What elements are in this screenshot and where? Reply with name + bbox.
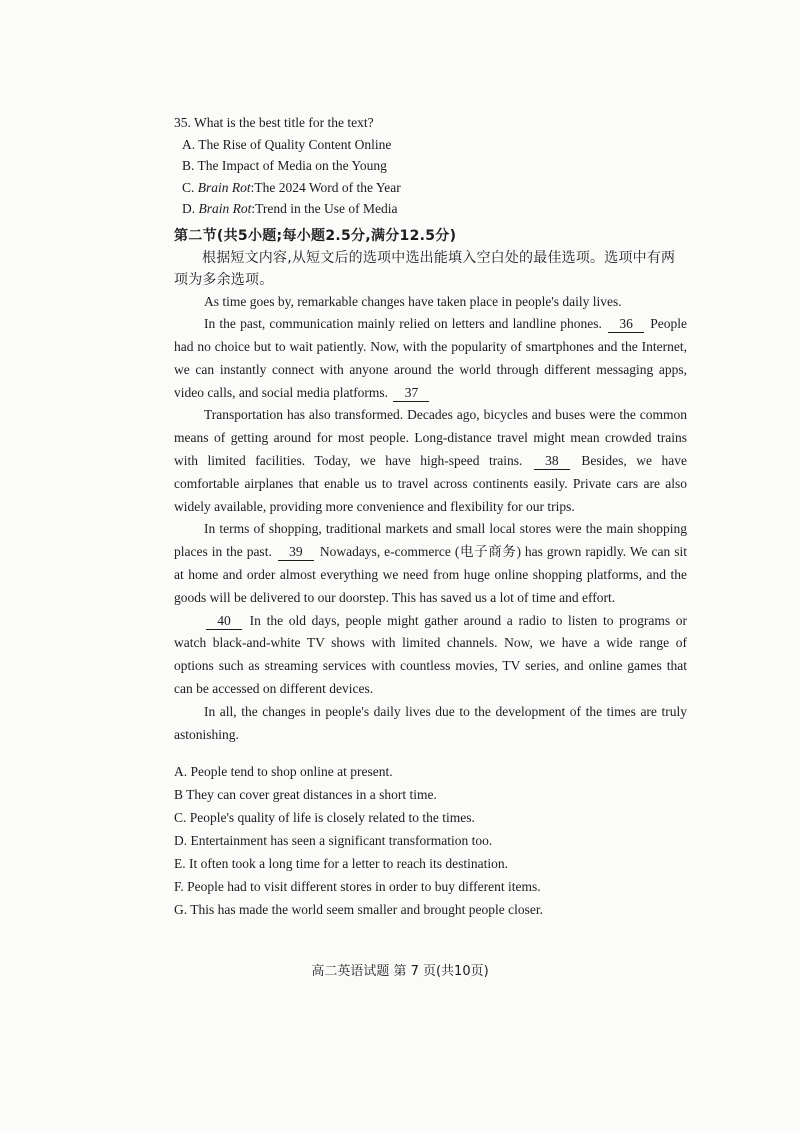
page-footer: 高二英语试题 第 7 页(共10页) (311, 964, 489, 979)
blank-36: 36 (608, 316, 644, 333)
blank-40: 40 (206, 613, 242, 630)
choice-b: B They can cover great distances in a short time. (174, 787, 437, 803)
option-a: A. The Rise of Quality Content Online (182, 136, 392, 152)
passage-paragraph-1: As time goes by, remarkable changes have taken place in people's daily lives. (204, 293, 622, 309)
blank-38: 38 (534, 453, 570, 470)
blank-39: 39 (278, 544, 314, 561)
passage-paragraph-4: In terms of shopping, traditional markets and small local stores were the main shopping places in the past. 39 Nowadays, e-commerce (电子商务) has grown rapidly. We can sit at home and order almost everything we need from huge online shopping platforms, and the goods will be delivered to our doorstep. This has saved us a lot of time and effort. (174, 521, 688, 605)
passage-paragraph-5: 40 In the old days, people might gather around a radio to listen to programs or watch black-and-white TV shows with limited channels. Now, we have a wide range of options such as streaming services with countless movies, TV series, and online games that can be accessed on different devices. (174, 612, 688, 697)
section-instructions: 根据短文内容,从短文后的选项中选出能填入空白处的最佳选项。选项中有两项为多余选项。 (174, 249, 676, 288)
choice-a: A. People tend to shop online at present. (174, 764, 393, 780)
choice-d: D. Entertainment has seen a significant transformation too. (174, 833, 493, 849)
option-d: D. Brain Rot:Trend in the Use of Media (182, 201, 398, 216)
question-35 (174, 112, 687, 220)
blank-37: 37 (393, 385, 429, 402)
option-c: C. Brain Rot:The 2024 Word of the Year (182, 179, 401, 195)
section-heading: 第二节(共5小题;每小题2.5分,满分12.5分) (174, 227, 457, 244)
choice-g: G. This has made the world seem smaller and brought people closer. (174, 902, 544, 918)
choice-c: C. People's quality of life is closely related to the times. (174, 810, 475, 826)
question-stem: 35. What is the best title for the text? (174, 115, 374, 130)
passage-paragraph-3: Transportation has also transformed. Decades ago, bicycles and buses were the common means of getting around for most people. Long-distance travel might mean crowded trains with limited facilities. Today, we have high-speed trains. 38 Besides, we have comfortable airplanes that enable us to travel across continents easily. Private cars are also widely available, providing more convenience and flexibility for our trips. (174, 407, 687, 514)
choice-f: F. People had to visit different stores in order to buy different items. (174, 879, 541, 895)
passage-paragraph-2: In the past, communication mainly relied on letters and landline phones. 36 People had no choice but to wait patiently. Now, with the popularity of smartphones and the Internet, we can instantly connect with anyone around the world through different messaging apps, video calls, and social media platforms. 37 (174, 316, 688, 400)
choice-list (174, 760, 687, 921)
option-b: B. The Impact of Media on the Young (182, 158, 387, 173)
choice-e: E. It often took a long time for a letter to reach its destination. (174, 856, 509, 872)
passage-paragraph-6: In all, the changes in people's daily lives due to the development of the times are truly astonishing. (174, 703, 687, 742)
exam-page (174, 112, 687, 921)
